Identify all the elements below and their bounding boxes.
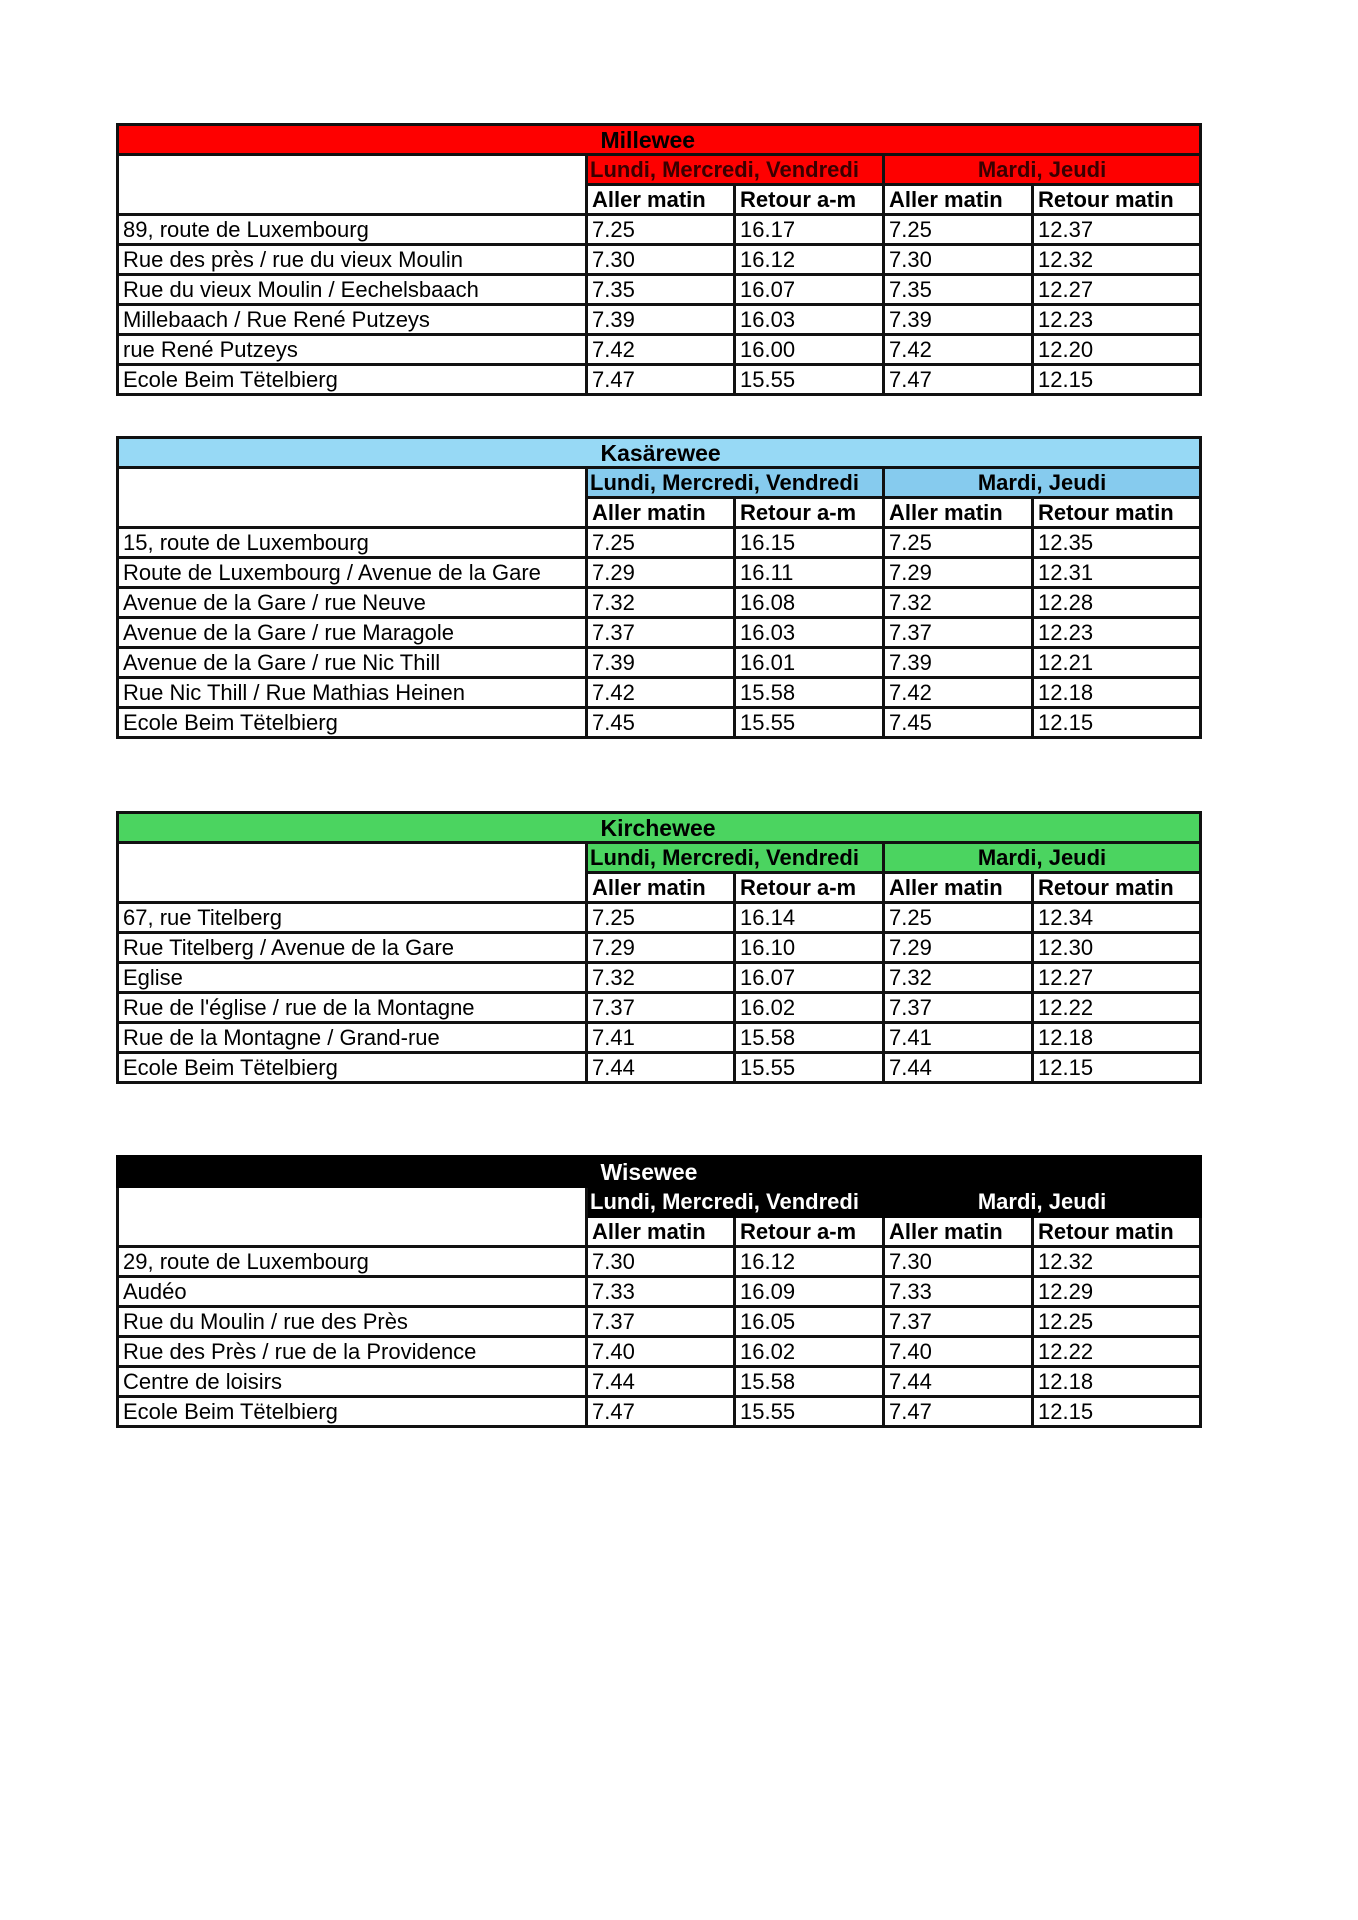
stop-name: Eglise — [118, 963, 587, 993]
time-cell: 12.30 — [1033, 933, 1201, 963]
days-group-tue-thu: Mardi, Jeudi — [884, 843, 1201, 873]
time-cell: 16.05 — [735, 1307, 884, 1337]
stop-header-blank — [118, 468, 587, 528]
column-header: Aller matin — [884, 185, 1033, 215]
schedule-table-kirchewee — [116, 811, 1202, 1084]
stop-row — [118, 933, 1201, 963]
time-cell: 7.32 — [884, 588, 1033, 618]
time-cell: 15.55 — [735, 1053, 884, 1083]
stop-name: Ecole Beim Tëtelbierg — [118, 708, 587, 738]
route-title-row — [118, 1157, 1201, 1187]
column-header: Aller matin — [587, 1217, 735, 1247]
time-cell: 16.02 — [735, 993, 884, 1023]
time-cell: 16.03 — [735, 305, 884, 335]
route-title-text: Millewee — [600, 126, 696, 153]
stop-name: Ecole Beim Tëtelbierg — [118, 365, 587, 395]
time-cell: 16.03 — [735, 618, 884, 648]
stop-row — [118, 588, 1201, 618]
days-row — [118, 843, 1201, 873]
time-cell: 7.42 — [587, 678, 735, 708]
days-group-mon-wed-fri: Lundi, Mercredi, Vendredi — [587, 468, 884, 498]
time-cell: 16.07 — [735, 963, 884, 993]
time-cell: 12.32 — [1033, 245, 1201, 275]
stop-row — [118, 275, 1201, 305]
time-cell: 16.14 — [735, 903, 884, 933]
days-group-tue-thu: Mardi, Jeudi — [884, 468, 1201, 498]
column-header: Retour matin — [1033, 873, 1201, 903]
time-cell: 16.02 — [735, 1337, 884, 1367]
stop-row — [118, 365, 1201, 395]
stop-row — [118, 963, 1201, 993]
stop-row — [118, 1277, 1201, 1307]
time-cell: 12.31 — [1033, 558, 1201, 588]
time-cell: 7.35 — [884, 275, 1033, 305]
column-header: Aller matin — [587, 498, 735, 528]
time-cell: 7.47 — [587, 1397, 735, 1427]
stop-name: 89, route de Luxembourg — [118, 215, 587, 245]
stop-header-blank — [118, 843, 587, 903]
route-title — [587, 438, 1201, 468]
title-fill — [118, 813, 587, 843]
schedule-table-wisewee — [116, 1155, 1202, 1428]
stop-name: Rue du vieux Moulin / Eechelsbaach — [118, 275, 587, 305]
stop-row — [118, 903, 1201, 933]
time-cell: 16.11 — [735, 558, 884, 588]
time-cell: 7.37 — [884, 1307, 1033, 1337]
stop-name: Millebaach / Rue René Putzeys — [118, 305, 587, 335]
time-cell: 7.44 — [587, 1367, 735, 1397]
stop-row — [118, 528, 1201, 558]
stop-row — [118, 558, 1201, 588]
time-cell: 12.34 — [1033, 903, 1201, 933]
time-cell: 12.37 — [1033, 215, 1201, 245]
time-cell: 16.12 — [735, 245, 884, 275]
route-title-text: Kasärewee — [600, 439, 721, 466]
time-cell: 7.40 — [884, 1337, 1033, 1367]
time-cell: 12.22 — [1033, 993, 1201, 1023]
time-cell: 12.15 — [1033, 1397, 1201, 1427]
time-cell: 7.37 — [884, 993, 1033, 1023]
stop-row — [118, 305, 1201, 335]
time-cell: 7.44 — [884, 1367, 1033, 1397]
column-header: Retour matin — [1033, 1217, 1201, 1247]
time-cell: 7.35 — [587, 275, 735, 305]
column-header: Aller matin — [587, 185, 735, 215]
column-header: Retour a-m — [735, 873, 884, 903]
time-cell: 16.07 — [735, 275, 884, 305]
stop-name: Rue des Près / rue de la Providence — [118, 1337, 587, 1367]
time-cell: 7.30 — [884, 245, 1033, 275]
time-cell: 7.37 — [587, 993, 735, 1023]
column-header: Retour a-m — [735, 185, 884, 215]
time-cell: 7.44 — [587, 1053, 735, 1083]
stop-row — [118, 245, 1201, 275]
stop-name: Rue du Moulin / rue des Près — [118, 1307, 587, 1337]
stop-row — [118, 1397, 1201, 1427]
stop-row — [118, 1367, 1201, 1397]
stop-name: rue René Putzeys — [118, 335, 587, 365]
time-cell: 12.35 — [1033, 528, 1201, 558]
route-title-text: Kirchewee — [600, 814, 716, 841]
time-cell: 7.45 — [884, 708, 1033, 738]
days-row — [118, 468, 1201, 498]
title-fill — [118, 125, 587, 155]
route-title — [587, 813, 1201, 843]
column-header: Retour a-m — [735, 1217, 884, 1247]
time-cell: 12.18 — [1033, 678, 1201, 708]
time-cell: 7.47 — [884, 365, 1033, 395]
time-cell: 7.29 — [884, 558, 1033, 588]
time-cell: 12.25 — [1033, 1307, 1201, 1337]
column-header: Aller matin — [587, 873, 735, 903]
time-cell: 16.17 — [735, 215, 884, 245]
column-header: Aller matin — [884, 1217, 1033, 1247]
time-cell: 7.29 — [587, 558, 735, 588]
time-cell: 12.29 — [1033, 1277, 1201, 1307]
column-header: Retour matin — [1033, 498, 1201, 528]
time-cell: 15.58 — [735, 1367, 884, 1397]
column-header: Retour matin — [1033, 185, 1201, 215]
time-cell: 7.39 — [884, 305, 1033, 335]
time-cell: 7.30 — [587, 245, 735, 275]
time-cell: 7.45 — [587, 708, 735, 738]
time-cell: 7.42 — [884, 335, 1033, 365]
route-title-row — [118, 813, 1201, 843]
days-group-tue-thu: Mardi, Jeudi — [884, 1187, 1201, 1217]
time-cell: 15.55 — [735, 708, 884, 738]
time-cell: 12.15 — [1033, 365, 1201, 395]
route-title-row — [118, 438, 1201, 468]
time-cell: 7.25 — [884, 215, 1033, 245]
route-title-row — [118, 125, 1201, 155]
time-cell: 12.28 — [1033, 588, 1201, 618]
stop-name: 29, route de Luxembourg — [118, 1247, 587, 1277]
days-row — [118, 155, 1201, 185]
stop-name: 67, rue Titelberg — [118, 903, 587, 933]
stop-row — [118, 215, 1201, 245]
stop-name: Ecole Beim Tëtelbierg — [118, 1053, 587, 1083]
days-group-tue-thu: Mardi, Jeudi — [884, 155, 1201, 185]
time-cell: 12.15 — [1033, 708, 1201, 738]
time-cell: 12.18 — [1033, 1367, 1201, 1397]
time-cell: 7.29 — [587, 933, 735, 963]
time-cell: 12.27 — [1033, 275, 1201, 305]
route-title — [587, 1157, 1201, 1187]
stop-name: Avenue de la Gare / rue Maragole — [118, 618, 587, 648]
stop-row — [118, 335, 1201, 365]
stop-name: 15, route de Luxembourg — [118, 528, 587, 558]
stop-name: Rue Nic Thill / Rue Mathias Heinen — [118, 678, 587, 708]
stop-name: Avenue de la Gare / rue Nic Thill — [118, 648, 587, 678]
days-group-mon-wed-fri: Lundi, Mercredi, Vendredi — [587, 843, 884, 873]
days-group-mon-wed-fri: Lundi, Mercredi, Vendredi — [587, 155, 884, 185]
time-cell: 16.08 — [735, 588, 884, 618]
route-title-text: Wisewee — [600, 1158, 698, 1185]
time-cell: 16.15 — [735, 528, 884, 558]
stop-name: Rue Titelberg / Avenue de la Gare — [118, 933, 587, 963]
stop-row — [118, 648, 1201, 678]
stop-name: Rue de l'église / rue de la Montagne — [118, 993, 587, 1023]
time-cell: 7.47 — [587, 365, 735, 395]
time-cell: 7.30 — [884, 1247, 1033, 1277]
time-cell: 16.10 — [735, 933, 884, 963]
time-cell: 7.39 — [884, 648, 1033, 678]
title-fill — [118, 1157, 587, 1187]
time-cell: 15.58 — [735, 1023, 884, 1053]
time-cell: 12.27 — [1033, 963, 1201, 993]
column-header: Aller matin — [884, 873, 1033, 903]
stop-header-blank — [118, 155, 587, 215]
time-cell: 7.32 — [884, 963, 1033, 993]
column-header: Retour a-m — [735, 498, 884, 528]
time-cell: 7.41 — [587, 1023, 735, 1053]
stop-name: Rue de la Montagne / Grand-rue — [118, 1023, 587, 1053]
stop-name: Route de Luxembourg / Avenue de la Gare — [118, 558, 587, 588]
time-cell: 12.22 — [1033, 1337, 1201, 1367]
stop-row — [118, 993, 1201, 1023]
title-fill — [118, 438, 587, 468]
stop-row — [118, 1337, 1201, 1367]
time-cell: 7.25 — [587, 903, 735, 933]
time-cell: 7.25 — [884, 528, 1033, 558]
time-cell: 15.55 — [735, 1397, 884, 1427]
time-cell: 7.25 — [587, 215, 735, 245]
schedule-table-millewee — [116, 123, 1202, 396]
stop-row — [118, 1023, 1201, 1053]
days-row — [118, 1187, 1201, 1217]
stop-row — [118, 1307, 1201, 1337]
stop-row — [118, 1053, 1201, 1083]
time-cell: 7.44 — [884, 1053, 1033, 1083]
stop-row — [118, 1247, 1201, 1277]
time-cell: 12.23 — [1033, 618, 1201, 648]
column-header: Aller matin — [884, 498, 1033, 528]
time-cell: 7.33 — [884, 1277, 1033, 1307]
stop-name: Audéo — [118, 1277, 587, 1307]
time-cell: 16.09 — [735, 1277, 884, 1307]
time-cell: 12.20 — [1033, 335, 1201, 365]
stop-name: Centre de loisirs — [118, 1367, 587, 1397]
time-cell: 7.33 — [587, 1277, 735, 1307]
stop-header-blank — [118, 1187, 587, 1247]
time-cell: 7.37 — [587, 1307, 735, 1337]
time-cell: 7.39 — [587, 648, 735, 678]
route-title — [587, 125, 1201, 155]
time-cell: 7.47 — [884, 1397, 1033, 1427]
time-cell: 7.25 — [587, 528, 735, 558]
stop-row — [118, 618, 1201, 648]
time-cell: 7.42 — [884, 678, 1033, 708]
time-cell: 7.30 — [587, 1247, 735, 1277]
time-cell: 16.12 — [735, 1247, 884, 1277]
time-cell: 16.00 — [735, 335, 884, 365]
time-cell: 7.29 — [884, 933, 1033, 963]
time-cell: 7.39 — [587, 305, 735, 335]
time-cell: 7.37 — [884, 618, 1033, 648]
time-cell: 16.01 — [735, 648, 884, 678]
days-group-mon-wed-fri: Lundi, Mercredi, Vendredi — [587, 1187, 884, 1217]
stop-name: Ecole Beim Tëtelbierg — [118, 1397, 587, 1427]
time-cell: 7.25 — [884, 903, 1033, 933]
stop-row — [118, 678, 1201, 708]
stop-name: Rue des près / rue du vieux Moulin — [118, 245, 587, 275]
time-cell: 7.42 — [587, 335, 735, 365]
time-cell: 12.32 — [1033, 1247, 1201, 1277]
stop-name: Avenue de la Gare / rue Neuve — [118, 588, 587, 618]
time-cell: 15.55 — [735, 365, 884, 395]
schedule-table-kasarewee — [116, 436, 1202, 739]
time-cell: 7.41 — [884, 1023, 1033, 1053]
stop-row — [118, 708, 1201, 738]
time-cell: 12.21 — [1033, 648, 1201, 678]
time-cell: 12.23 — [1033, 305, 1201, 335]
time-cell: 7.40 — [587, 1337, 735, 1367]
time-cell: 7.37 — [587, 618, 735, 648]
time-cell: 7.32 — [587, 588, 735, 618]
time-cell: 15.58 — [735, 678, 884, 708]
time-cell: 12.18 — [1033, 1023, 1201, 1053]
time-cell: 12.15 — [1033, 1053, 1201, 1083]
time-cell: 7.32 — [587, 963, 735, 993]
